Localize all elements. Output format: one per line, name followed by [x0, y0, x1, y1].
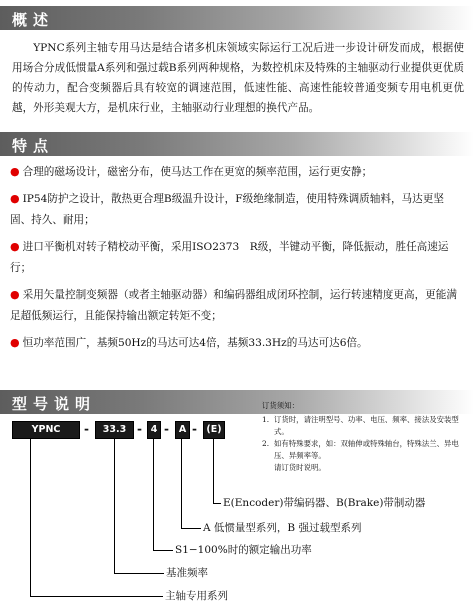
desc-series: A 低惯量型系列，B 强过载型系列 [203, 522, 362, 534]
model-box-option: (E) [203, 421, 225, 439]
model-dash: - [137, 422, 142, 436]
bullet-dot-icon: ● [10, 240, 20, 253]
connector-line [181, 438, 182, 528]
model-box-series: YPNC [12, 421, 80, 439]
list-item: 请订货时说明。 [274, 463, 326, 472]
order-notes-title: 订货须知： [262, 401, 299, 410]
desc-encoder: E(Encoder)带编码器、B(Brake)带制动器 [223, 497, 426, 509]
list-item: 2. 如有特殊要求，如：双轴伸或特殊轴台，特殊法兰、异电压、异频率等。 [262, 439, 459, 460]
model-box-frequency: 33.3 [95, 421, 134, 439]
connector-line [153, 438, 154, 550]
model-dash: - [192, 422, 197, 436]
desc-spindle: 主轴专用系列 [165, 590, 228, 602]
model-title: 型号说明 [12, 395, 97, 413]
order-notes [262, 400, 467, 474]
bullet-dot-icon: ● [10, 165, 20, 178]
connector-line [114, 573, 164, 574]
bullet-dot-icon: ● [10, 192, 20, 205]
model-box-type: A [175, 421, 190, 439]
list-item: ● 恒功率范围广，基频50Hz的马达可达4倍，基频33.3Hz的马达可达6倍。 [10, 336, 368, 349]
overview-header [0, 6, 474, 30]
connector-line [213, 438, 214, 503]
connector-line [153, 550, 173, 551]
model-dash: - [84, 422, 89, 436]
connector-line [30, 438, 31, 596]
model-dash: - [164, 422, 169, 436]
features-title: 特点 [12, 137, 55, 155]
list-item: ● 采用矢量控制变频器（或者主轴驱动器）和编码器组成闭环控制，运行转速精度更高，更能满足超低频运行，且能保持输出额定转矩不变； [10, 288, 457, 322]
desc-power: S1−100%时的额定输出功率 [175, 544, 312, 556]
bullet-dot-icon: ● [10, 336, 20, 349]
connector-line [114, 438, 115, 573]
features-header [0, 132, 474, 156]
connector-line [30, 596, 163, 597]
list-item: ● 进口平衡机对转子精校动平衡，采用ISO2373 R级，半键动平衡，降低振动，胜任高速运行； [10, 240, 449, 274]
list-item: ● IP54防护之设计，散热更合理B级温升设计，F级绝缘制造，使用特殊调质轴料，马达更坚固、持久、耐用； [10, 192, 444, 226]
model-box-power: 4 [147, 421, 161, 439]
connector-line [181, 528, 201, 529]
list-item: 1. 订货时，请注明型号、功率、电压、频率、接法及安装型式。 [262, 415, 459, 436]
list-item: ● 合理的磁场设计，磁密分布，使马达工作在更宽的频率范围，运行更安静； [10, 165, 373, 178]
desc-frequency: 基准频率 [166, 567, 208, 579]
overview-text: YPNC系列主轴专用马达是结合诸多机床领域实际运行工况后进一步设计研发而成，根据使用场合分成低惯量A系列和强过载B系列两种规格，为数控机床及特殊的主轴驱动行业提供更优质的传动力，配合变频器后具有较宽的调速范围，低速性能、高速性能较普通变频专用电机更优越，外形美观大方，是机床行业，主轴驱动行业理想的换代产品。 [12, 42, 464, 114]
connector-line [213, 503, 221, 504]
feature-list [10, 161, 465, 359]
overview-title: 概述 [12, 11, 55, 29]
bullet-dot-icon: ● [10, 288, 20, 301]
